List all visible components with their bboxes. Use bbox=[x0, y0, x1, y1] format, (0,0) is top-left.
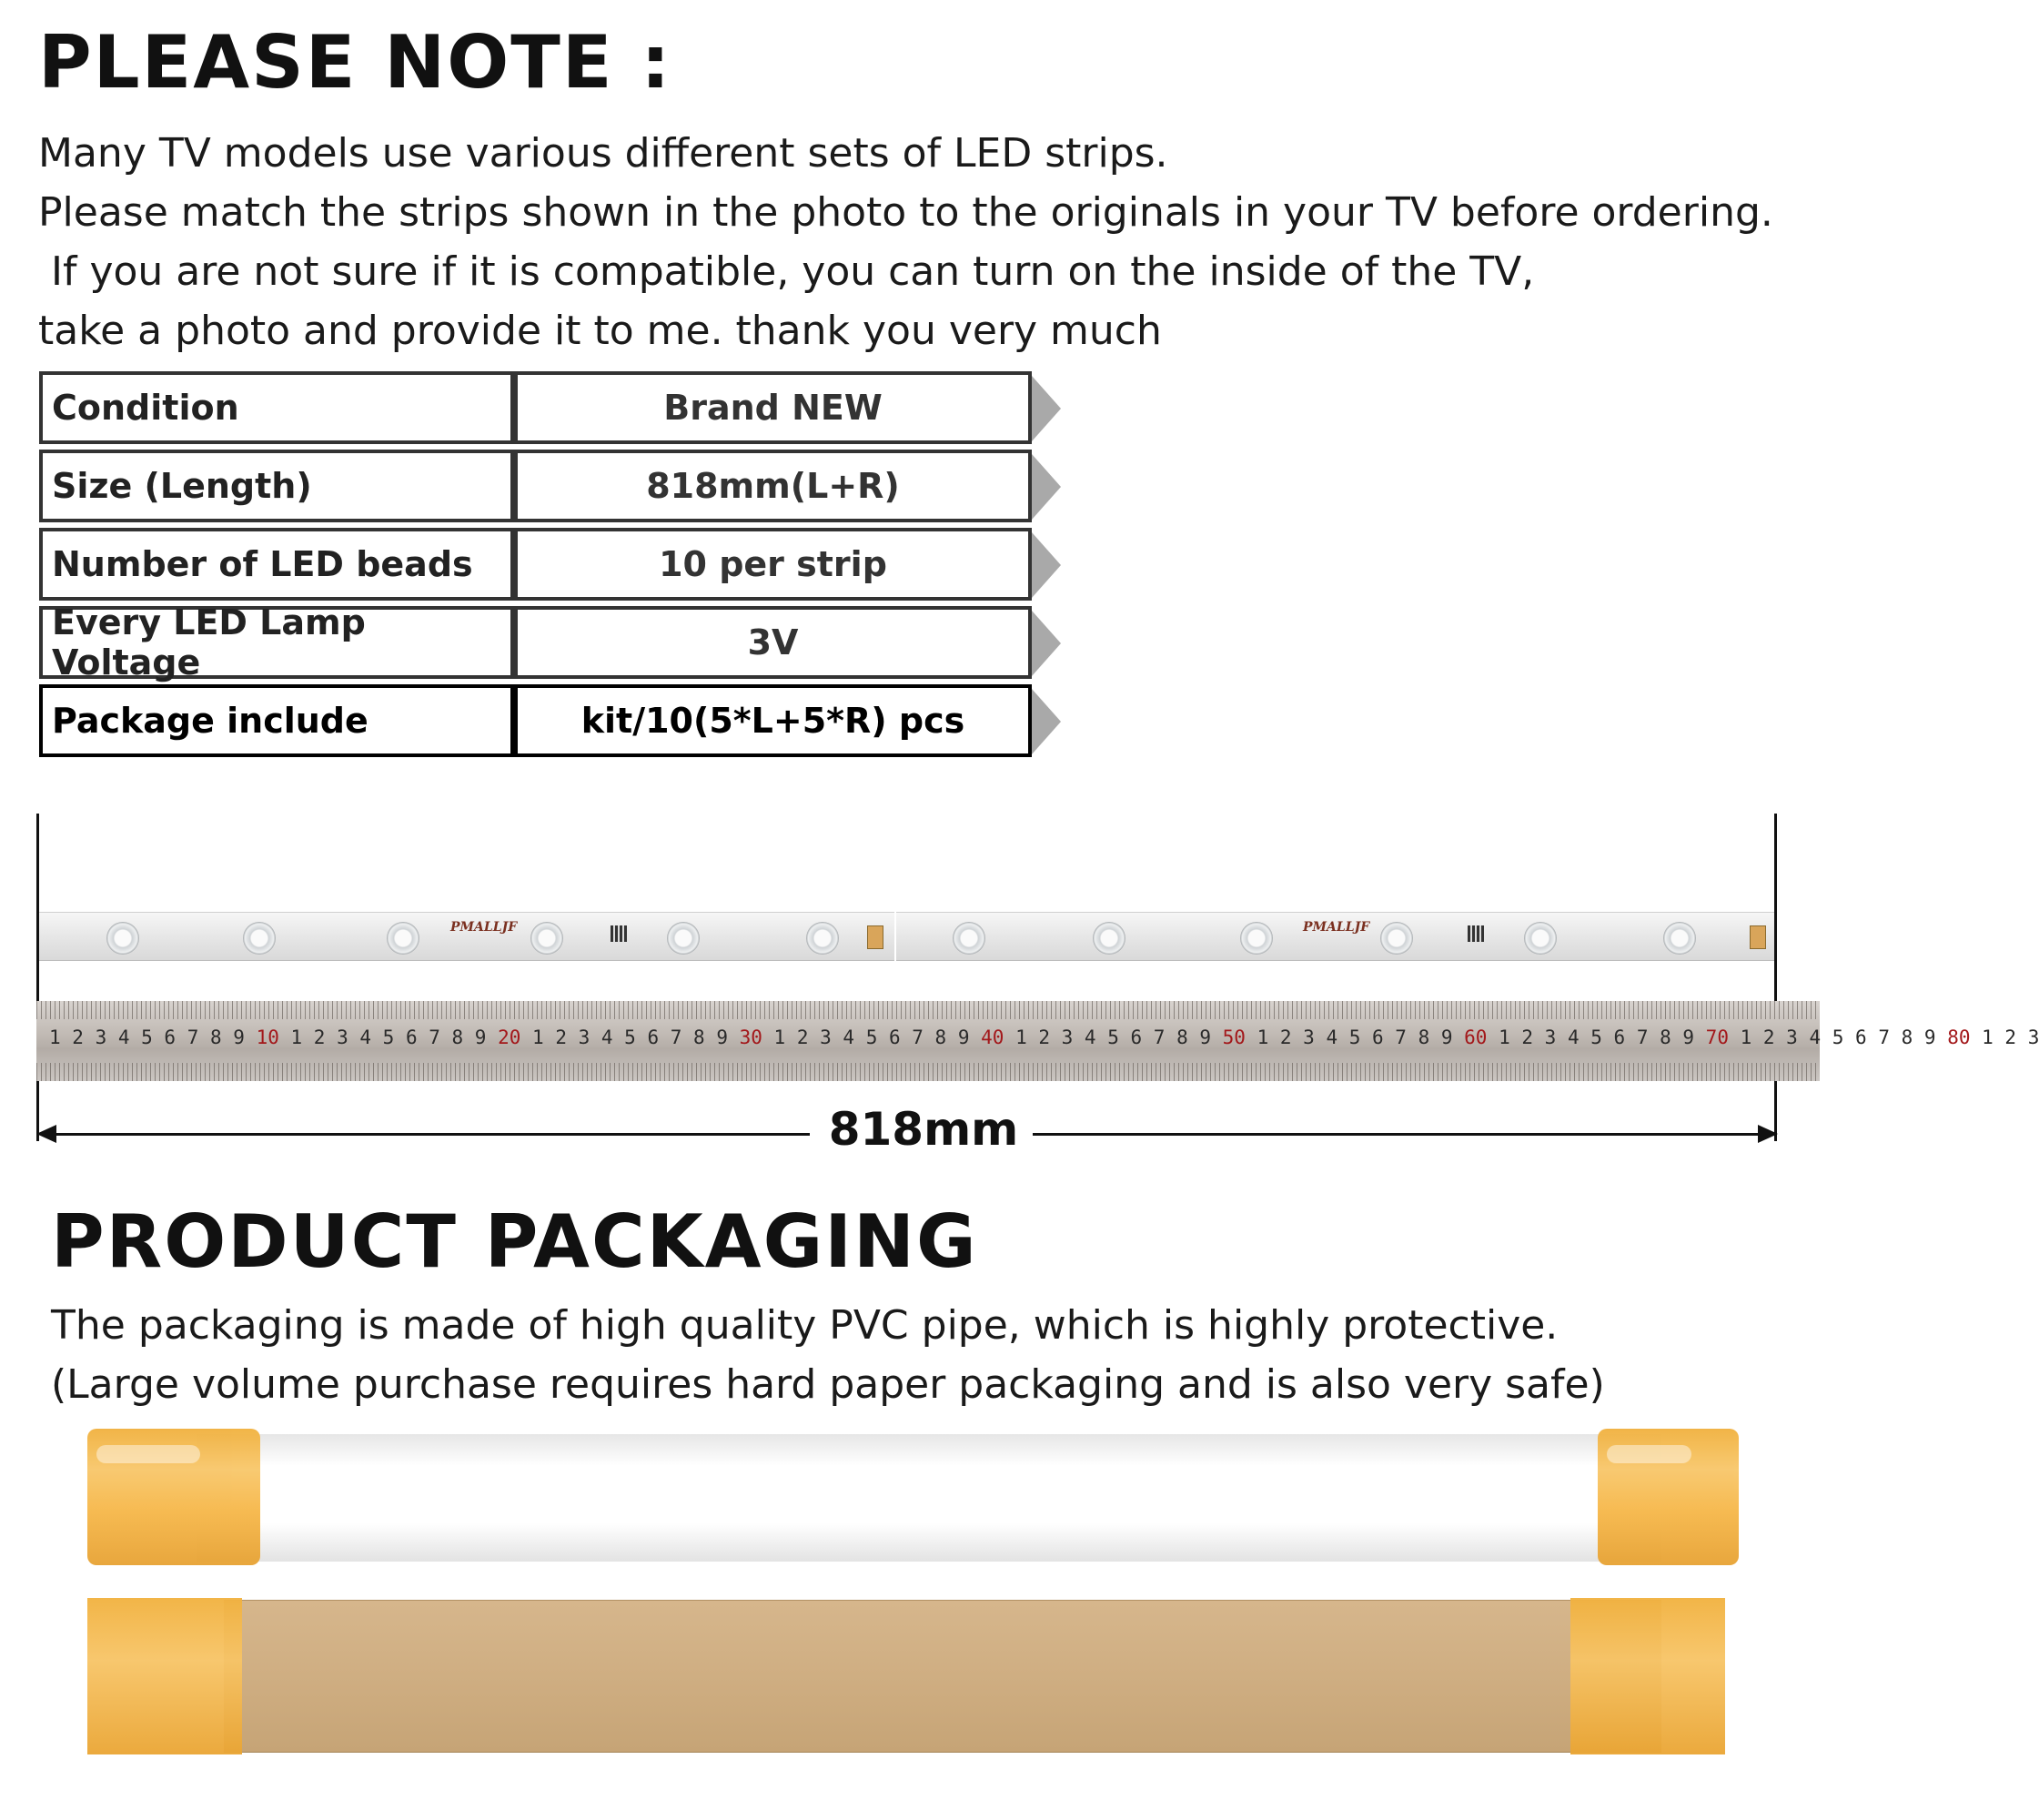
packaging-line: The packaging is made of high quality PVC pipe, which is highly protective. bbox=[51, 1302, 1559, 1349]
led-bead bbox=[530, 922, 563, 955]
led-bead bbox=[387, 922, 419, 955]
dimension-line-left bbox=[55, 1133, 810, 1136]
note-line: If you are not sure if it is compatible, you can turn on the inside of the TV, bbox=[38, 248, 1535, 295]
ruler-major-label: 30 bbox=[739, 1026, 762, 1048]
ruler-major-label: 70 bbox=[1705, 1026, 1729, 1048]
strip-brand-label: PMALLJF bbox=[1303, 920, 1370, 935]
qr-code-icon bbox=[1468, 925, 1484, 942]
note-line: Please match the strips shown in the photo to the originals in your TV before ordering. bbox=[38, 189, 1773, 236]
spec-value: 818mm(L+R) bbox=[514, 450, 1032, 522]
spec-label: Every LED Lamp Voltage bbox=[39, 606, 514, 679]
spec-row-voltage bbox=[39, 602, 1040, 682]
qr-code-icon bbox=[611, 925, 627, 942]
packaging-title: PRODUCT PACKAGING bbox=[51, 1199, 978, 1284]
led-bead bbox=[1663, 922, 1696, 955]
strip-brand-label: PMALLJF bbox=[450, 920, 518, 935]
led-bead bbox=[1524, 922, 1557, 955]
spec-row-led-beads bbox=[39, 528, 1040, 602]
arrow-icon bbox=[1032, 611, 1061, 676]
connector-icon bbox=[867, 925, 883, 949]
spec-row-package bbox=[39, 684, 1040, 759]
spec-value: 3V bbox=[514, 606, 1032, 679]
ruler-major-label: 50 bbox=[1222, 1026, 1246, 1048]
tape-end-right bbox=[1570, 1598, 1725, 1754]
led-bead bbox=[953, 922, 985, 955]
dimension-line-right bbox=[1033, 1133, 1761, 1136]
arrow-icon bbox=[1032, 376, 1061, 441]
spec-value: Brand NEW bbox=[514, 371, 1032, 444]
led-strip-right bbox=[896, 912, 1774, 961]
packaging-line: (Large volume purchase requires hard paper packaging and is also very safe) bbox=[51, 1361, 1605, 1408]
note-line: take a photo and provide it to me. thank you very much bbox=[38, 308, 1162, 354]
cardboard-package-image bbox=[87, 1598, 1725, 1754]
led-strip-measurement-photo bbox=[0, 810, 2039, 1174]
pvc-tube-package-image bbox=[87, 1429, 1739, 1565]
spec-row-condition bbox=[39, 371, 1040, 446]
spec-value: kit/10(5*L+5*R) pcs bbox=[514, 684, 1032, 757]
tape-end-left bbox=[87, 1598, 242, 1754]
ruler-ticks bbox=[36, 1063, 1820, 1081]
spec-value: 10 per strip bbox=[514, 528, 1032, 601]
dimension-guide-right bbox=[1774, 814, 1777, 1141]
arrow-left-icon bbox=[36, 1125, 56, 1143]
led-bead bbox=[106, 922, 139, 955]
connector-icon bbox=[1750, 925, 1766, 949]
ruler-ticks bbox=[36, 1001, 1820, 1019]
dimension-guide-left bbox=[36, 814, 39, 1141]
led-strip-left bbox=[39, 912, 894, 961]
led-bead bbox=[806, 922, 839, 955]
dimension-label: 818mm bbox=[828, 1103, 1019, 1156]
note-line: Many TV models use various different sets of LED strips. bbox=[38, 130, 1168, 177]
spec-row-size bbox=[39, 450, 1040, 524]
led-bead bbox=[1240, 922, 1273, 955]
pvc-tube-body bbox=[197, 1434, 1661, 1562]
led-bead bbox=[243, 922, 276, 955]
cardboard-box-body bbox=[224, 1600, 1661, 1753]
packaging-text bbox=[51, 1296, 1605, 1414]
spec-label: Package include bbox=[39, 684, 514, 757]
note-title: PLEASE NOTE : bbox=[38, 20, 672, 105]
tape-end-right bbox=[1598, 1429, 1739, 1565]
arrow-right-icon bbox=[1758, 1125, 1778, 1143]
led-bead bbox=[1380, 922, 1413, 955]
arrow-icon bbox=[1032, 689, 1061, 754]
ruler-major-label: 60 bbox=[1464, 1026, 1488, 1048]
spec-label: Number of LED beads bbox=[39, 528, 514, 601]
ruler-numbers: 1 2 3 4 5 6 7 8 9 10 1 2 3 4 5 6 7 8 9 20 1 2 3 4 5 6 7 8 9 30 1 2 3 4 5 6 7 8 9 40 1 2 3 4 5 6 7 8 9 50 1 2 3 4 5 6 7 8 9 60 1 2 3 4 5 6 7 8 9 70 1 2 3 4 5 6 7 8 9 80 1 2 3 bbox=[49, 1026, 2039, 1048]
ruler-major-label: 40 bbox=[981, 1026, 1004, 1048]
ruler-major-label: 80 bbox=[1947, 1026, 1971, 1048]
led-bead bbox=[667, 922, 700, 955]
spec-table bbox=[39, 371, 1040, 763]
spec-label: Condition bbox=[39, 371, 514, 444]
led-bead bbox=[1093, 922, 1125, 955]
spec-label: Size (Length) bbox=[39, 450, 514, 522]
ruler-major-label: 20 bbox=[498, 1026, 521, 1048]
arrow-icon bbox=[1032, 532, 1061, 598]
measuring-ruler bbox=[36, 1001, 2039, 1081]
tape-end-left bbox=[87, 1429, 260, 1565]
arrow-icon bbox=[1032, 454, 1061, 520]
ruler-major-label: 10 bbox=[256, 1026, 279, 1048]
note-text bbox=[38, 124, 1773, 360]
